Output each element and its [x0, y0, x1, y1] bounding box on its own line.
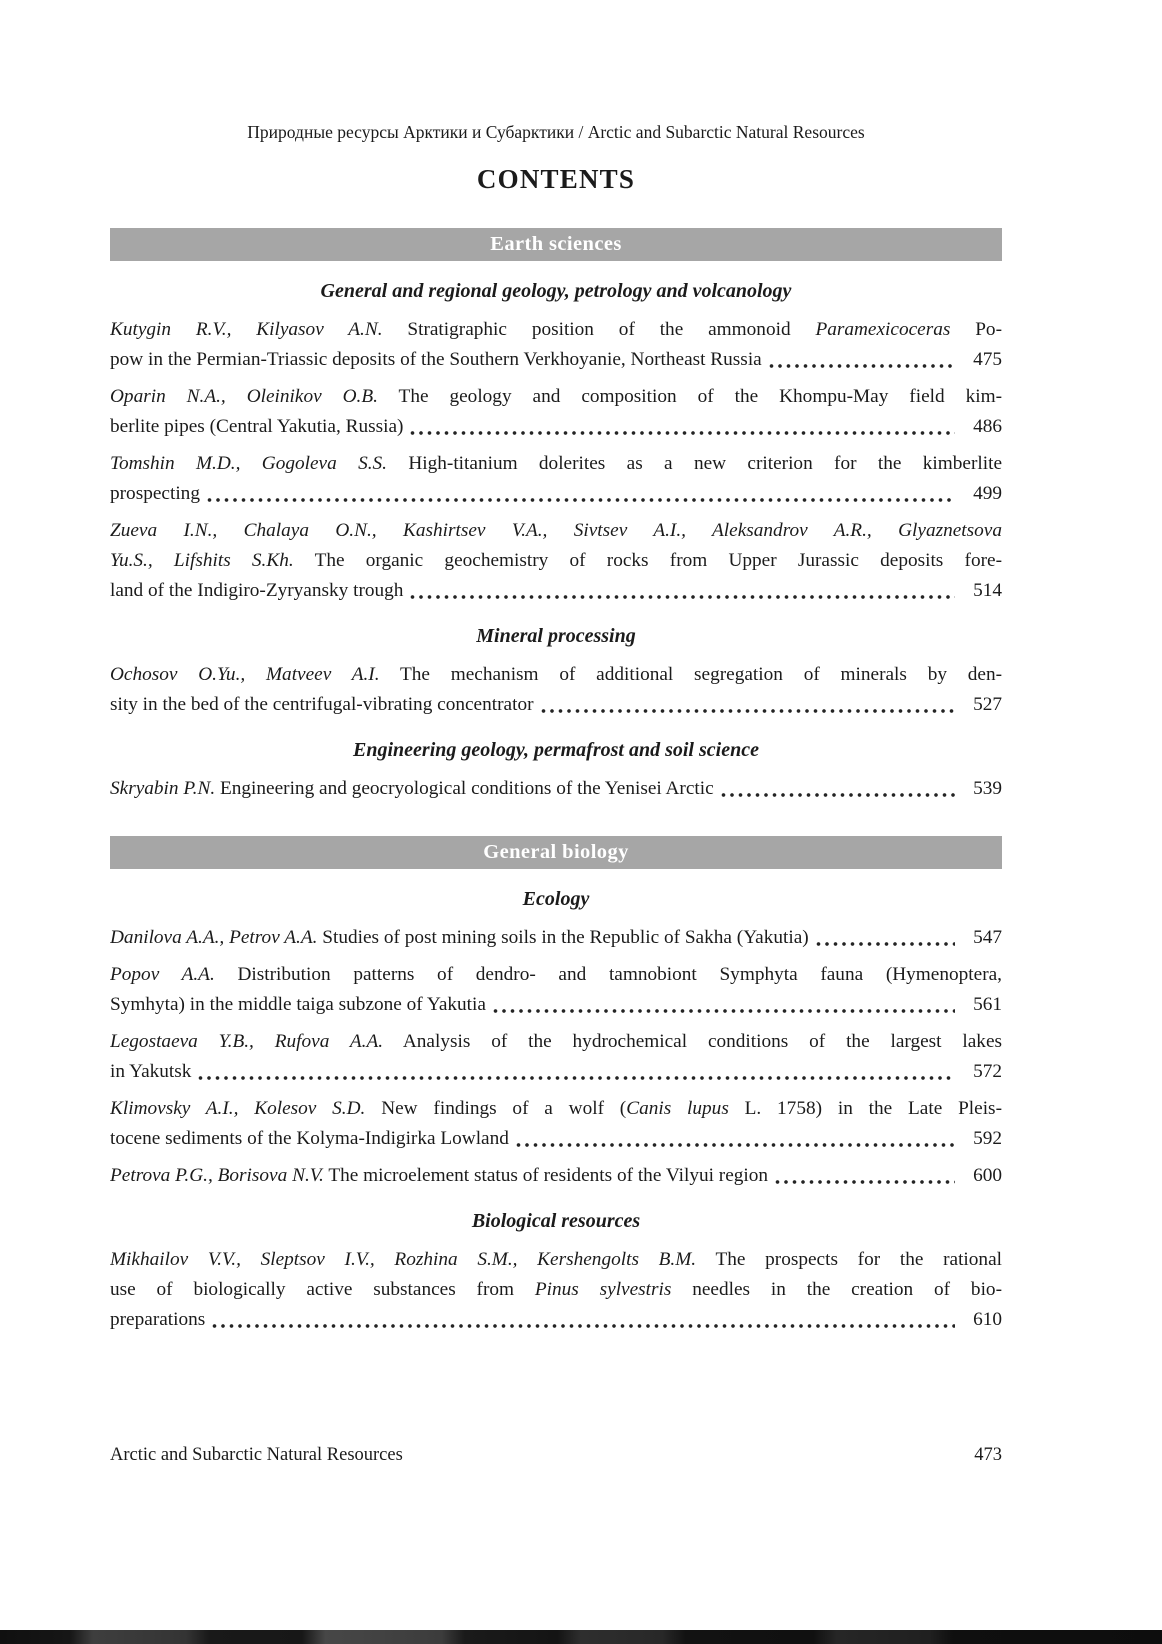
entry-line: [110, 449, 1002, 479]
toc-entry: [110, 1027, 1002, 1087]
entry-line: [110, 690, 1002, 720]
entry-text: [110, 990, 486, 1020]
entry-italic-segment: Popov A.A.: [110, 964, 215, 985]
dot-leader: [720, 774, 955, 804]
toc-entry: [110, 1161, 1002, 1191]
entry-text-segment: The microelement status of residents of the Vilyui region: [323, 1165, 769, 1186]
group-heading: General and regional geology, petrology and volcanology: [320, 280, 792, 302]
entry-text-segment: Distribution patterns of dendro- and tamnobiont Symphyta fauna (Hymenoptera,: [214, 964, 1002, 985]
entry-italic-segment: Pinus sylvestris: [534, 1279, 672, 1300]
page-number: 499: [973, 483, 1002, 504]
entry-line: [110, 1057, 1002, 1087]
entry-italic-segment: Canis lupus: [626, 1098, 729, 1119]
entry-line: [110, 516, 1002, 546]
dot-leader: [768, 345, 955, 375]
group-heading: Ecology: [522, 888, 590, 910]
entry-text-segment: sity in the bed of the centrifugal-vibrating concentrator: [110, 694, 534, 715]
toc-entry: [110, 774, 1002, 804]
entry-text-segment: The organic geochemistry of rocks from Upper Jurassic deposits fore-: [293, 550, 1002, 571]
entry-text: [110, 923, 809, 953]
entry-line: [110, 1275, 1002, 1305]
entry-italic-segment: Paramexicoceras: [815, 319, 951, 340]
page-number: 610: [973, 1309, 1002, 1330]
footer-page-number: 473: [974, 1445, 1002, 1465]
entry-line: [110, 660, 1002, 690]
entry-text-segment: Studies of post mining soils in the Republic of Sakha (Yakutia): [317, 927, 809, 948]
page-number: 527: [973, 694, 1002, 715]
dot-leader: [206, 479, 955, 509]
entry-text: [110, 345, 762, 375]
toc-body: [110, 228, 1002, 1335]
page-footer: [110, 1443, 1002, 1467]
entry-line: [110, 382, 1002, 412]
entry-text-segment: use of biologically active substances from: [110, 1279, 535, 1300]
entry-italic-segment: Tomshin M.D., Gogoleva S.S.: [110, 453, 387, 474]
entry-line: [110, 546, 1002, 576]
entry-text-segment: Engineering and geocryological conditions of the Yenisei Arctic: [215, 778, 714, 799]
entry-italic-segment: Zueva I.N., Chalaya O.N., Kashirtsev V.A., Sivtsev A.I., Aleksandrov A.R., Glyaznetsova: [110, 520, 1002, 541]
entry-line: [110, 315, 1002, 345]
dot-leader: [409, 576, 955, 606]
entry-text: [110, 1161, 768, 1191]
entry-italic-segment: Mikhailov V.V., Sleptsov I.V., Rozhina S.M., Kershengolts B.M.: [110, 1249, 697, 1270]
entry-italic-segment: Kutygin R.V., Kilyasov A.N.: [110, 319, 383, 340]
toc-entry: [110, 960, 1002, 1020]
toc-entry: [110, 315, 1002, 375]
toc-entry: [110, 1094, 1002, 1154]
entry-italic-segment: Skryabin P.N.: [110, 778, 216, 799]
entry-line: [110, 1124, 1002, 1154]
entry-text: [110, 690, 534, 720]
page-number: 592: [973, 1128, 1002, 1149]
entry-italic-segment: Danilova A.A., Petrov A.A.: [110, 927, 318, 948]
entry-line: [110, 960, 1002, 990]
entry-text-segment: berlite pipes (Central Yakutia, Russia): [110, 416, 404, 437]
toc-entry: [110, 382, 1002, 442]
page-number: 514: [973, 580, 1002, 601]
entry-text-segment: The prospects for the rational: [696, 1249, 1002, 1270]
entry-text-segment: The mechanism of additional segregation of minerals by den-: [379, 664, 1002, 685]
group-heading: Mineral processing: [476, 625, 636, 647]
entry-line: [110, 1094, 1002, 1124]
entry-line: [110, 1161, 1002, 1191]
scan-edge-artifact: [0, 1630, 1162, 1644]
page-number: 561: [973, 994, 1002, 1015]
entry-text-segment: The geology and composition of the Khompu-May field kim-: [377, 386, 1002, 407]
entry-text-segment: L. 1758) in the Late Pleis-: [728, 1098, 1002, 1119]
page-number: 600: [973, 1165, 1002, 1186]
entry-text: [110, 1057, 191, 1087]
group-heading: Engineering geology, permafrost and soil science: [353, 739, 759, 761]
entry-text-segment: Symhyta) in the middle taiga subzone of Yakutia: [110, 994, 486, 1015]
entry-text-segment: prospecting: [110, 483, 200, 504]
entry-text: [110, 774, 714, 804]
running-head: Природные ресурсы Арктики и Субарктики / Arctic and Subarctic Natural Resources: [247, 122, 865, 142]
entry-text-segment: needles in the creation of bio-: [671, 1279, 1002, 1300]
entry-italic-segment: Petrova P.G., Borisova N.V.: [110, 1165, 324, 1186]
entry-text-segment: Stratigraphic position of the ammonoid: [382, 319, 816, 340]
entry-text-segment: High-titanium dolerites as a new criterion for the kimberlite: [387, 453, 1002, 474]
toc-entry: [110, 516, 1002, 606]
page-number: 547: [973, 927, 1002, 948]
page-number: 475: [973, 349, 1002, 370]
entry-text: [110, 412, 403, 442]
entry-line: [110, 412, 1002, 442]
entry-italic-segment: Klimovsky A.I., Kolesov S.D.: [110, 1098, 366, 1119]
page-number: 539: [973, 778, 1002, 799]
entry-text-segment: pow in the Permian-Triassic deposits of the Southern Verkhoyanie, Northeast Russia: [110, 349, 762, 370]
group-heading: Biological resources: [471, 1210, 641, 1232]
entry-text-segment: land of the Indigiro-Zyryansky trough: [110, 580, 404, 601]
entry-line: [110, 1245, 1002, 1275]
entry-line: [110, 345, 1002, 375]
page-number: 572: [973, 1061, 1002, 1082]
toc-entry: [110, 660, 1002, 720]
entry-text-segment: Analysis of the hydrochemical conditions of the largest lakes: [383, 1031, 1002, 1052]
entry-text-segment: Po-: [950, 319, 1002, 340]
toc-entry: [110, 923, 1002, 953]
entry-line: [110, 990, 1002, 1020]
page-title: CONTENTS: [476, 164, 636, 194]
toc-entry: [110, 1245, 1002, 1335]
dot-leader: [515, 1124, 955, 1154]
toc-entry: [110, 449, 1002, 509]
dot-leader: [409, 412, 955, 442]
dot-leader: [197, 1057, 955, 1087]
entry-line: [110, 1027, 1002, 1057]
entry-line: [110, 774, 1002, 804]
entry-text-segment: tocene sediments of the Kolyma-Indigirka Lowland: [110, 1128, 509, 1149]
entry-italic-segment: Ochosov O.Yu., Matveev A.I.: [110, 664, 380, 685]
page-content: [110, 0, 1002, 1644]
entry-line: [110, 923, 1002, 953]
footer-journal-title: Arctic and Subarctic Natural Resources: [110, 1445, 403, 1465]
entry-line: [110, 1305, 1002, 1335]
entry-text: [110, 1124, 509, 1154]
page-number: 486: [973, 416, 1002, 437]
dot-leader: [211, 1305, 955, 1335]
entry-italic-segment: Oparin N.A., Oleinikov O.B.: [110, 386, 378, 407]
entry-text: [110, 479, 200, 509]
section-banner: General biology: [110, 836, 1002, 869]
dot-leader: [540, 690, 955, 720]
entry-text-segment: preparations: [110, 1309, 206, 1330]
entry-italic-segment: Yu.S., Lifshits S.Kh.: [110, 550, 294, 571]
dot-leader: [815, 923, 955, 953]
entry-text-segment: New findings of a wolf (: [365, 1098, 627, 1119]
entry-italic-segment: Legostaeva Y.B., Rufova A.A.: [110, 1031, 384, 1052]
dot-leader: [492, 990, 955, 1020]
dot-leader: [774, 1161, 955, 1191]
section-banner: Earth sciences: [110, 228, 1002, 261]
entry-line: [110, 479, 1002, 509]
entry-text: [110, 576, 403, 606]
entry-line: [110, 576, 1002, 606]
entry-text-segment: in Yakutsk: [110, 1061, 192, 1082]
entry-text: [110, 1305, 205, 1335]
